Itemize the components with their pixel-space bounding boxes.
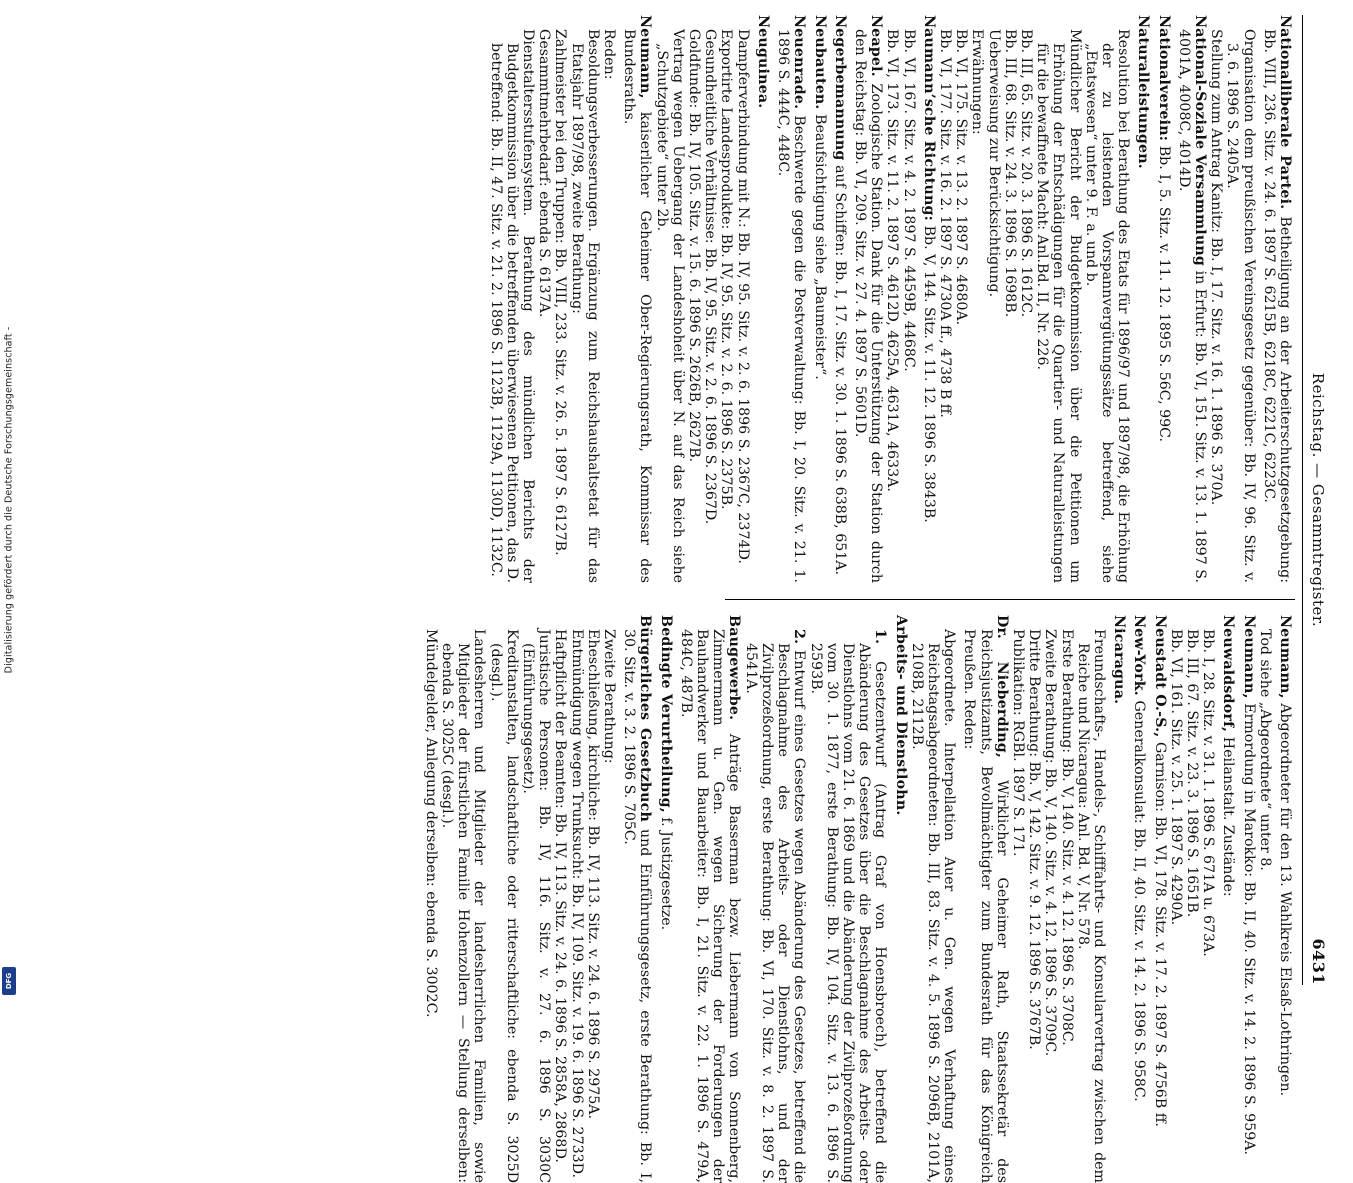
index-entry — [487, 615, 519, 1183]
entry-headword: Neuguinea. — [754, 15, 771, 109]
entry-text: Reden: — [601, 29, 618, 80]
entry-text: Goldfunde: Bb. IV, 105. Sitz. v. 15. 6. 1896 S. 2626B, 2627B. — [686, 29, 703, 463]
entry-headword: Neuwaldsdorf, — [1220, 615, 1237, 733]
page-number: 6431 — [1309, 938, 1328, 985]
entry-text: Organisation dem preußischen Vereinsgesetz gegenüber: Bb. IV, 96. Sitz. v. 3. 6. 1896 S. 2405A. — [1224, 29, 1257, 583]
index-entry — [961, 615, 1010, 1183]
index-entry — [1034, 15, 1083, 583]
index-entry — [735, 15, 751, 583]
entry-text: Bb. VI, 175. Sitz. v. 13. 2. 1897 S. 4680A. — [953, 29, 970, 326]
index-entry — [953, 15, 969, 583]
index-entry — [487, 15, 536, 583]
index-entry — [1010, 615, 1026, 1183]
index-entry — [743, 615, 808, 1183]
entry-text: Erwähnungen: — [969, 29, 986, 135]
index-entry — [1026, 615, 1042, 1183]
index-entry — [1058, 615, 1074, 1183]
index-entry — [1240, 615, 1256, 1183]
index-entry — [1151, 615, 1167, 1183]
entry-text: Zweite Berathung: Bb. V, 140. Sitz. v. 4. 12. 1896 S. 3709C. — [1042, 629, 1059, 1057]
entry-text: Resolution bei Berathung des Etats für 1896/97 und 1897/98, die Erhöhung der zu leistenden Vorspannvergütungssätze betreffend, siehe „Etatswesen“ unter 9. F. a. und b. — [1082, 29, 1132, 583]
index-entry — [1224, 15, 1256, 583]
entry-headword: New-York. — [1131, 615, 1148, 696]
entry-text: Stellung zum Antrag Kanitz: Bb. I, 17. Sitz. v. 16. 1. 1896 S. 370A. — [1208, 29, 1225, 506]
entry-headword: Nicaragua. — [1111, 615, 1128, 705]
entry-text: Bb. I, 28. Sitz. v. 31. 1. 1896 S. 671A u. 673A. — [1200, 629, 1217, 957]
entry-text: Vertrag wegen Uebergang der Landeshoheit über N. auf das Reich siehe „Schutzgebiete“ unter 2b. — [653, 29, 686, 583]
entry-text: Betheiligung an der Arbeiterschutzgesetzgebung: Bb. VIII, 236. Sitz. v. 24. 6. 1897 S. 6215B, 6218C, 6221C, 6223C. — [1260, 29, 1293, 583]
entry-text: Beschwerde gegen die Postverwaltung: Bb. I, 20. Sitz. v. 21. 1. 1896 S. 444C, 448C. — [775, 29, 808, 584]
entry-text: und Einführungsgesetz, erste Berathung: Bb. I, 30. Sitz. v. 3. 2. 1896 S. 705C. — [621, 629, 654, 1183]
index-entry — [892, 615, 908, 1183]
document-page — [45, 15, 1335, 1183]
index-entry — [621, 15, 653, 583]
index-entry — [1208, 15, 1224, 583]
entry-text: Bb. VI, 177. Sitz. v. 16. 2. 1897 S. 4730A ff., 4738 B ff. — [936, 29, 953, 418]
entry-text: Publikation: RGBl. 1897 S. 171. — [1009, 629, 1026, 857]
index-entry — [1277, 615, 1293, 1183]
index-entry — [601, 615, 617, 1183]
entry-headword: 1. — [872, 629, 889, 645]
index-entry — [653, 15, 685, 583]
index-entry — [1083, 15, 1132, 583]
index-entry — [852, 15, 884, 583]
entry-text: Abgeordnete. Interpellation Auer u. Gen. wegen Verhaftung eines Reichstagsabgeordneten: Bb. III, 83. Sitz. v. 4. 5. 1896 S. 2096B, 2101A, 2108B, 2112B. — [908, 629, 958, 1183]
index-entry — [900, 15, 916, 583]
entry-text: Heilanstalt. Zustände: — [1220, 736, 1237, 897]
entry-text: Freundschafts-, Handels-, Schifffahrts- und Konsularvertrag zwischen dem Reiche und Nicaragua: Anl. Bd. V, Nr. 578. — [1074, 629, 1107, 1183]
index-entry — [1042, 615, 1058, 1183]
entry-text: f. Justizgesetze. — [657, 817, 674, 931]
index-entry — [755, 15, 771, 583]
index-entry — [718, 15, 734, 583]
index-entry — [585, 615, 601, 1183]
index-entry — [937, 15, 953, 583]
index-entry — [552, 615, 568, 1183]
running-head-title: Reichstag. — Gesammtregister. — [1309, 372, 1327, 628]
index-entry — [1111, 615, 1127, 1183]
index-entry — [1131, 615, 1147, 1183]
entry-headword: Neapel. — [868, 15, 885, 77]
index-entry — [1075, 615, 1107, 1183]
index-entry — [832, 15, 848, 583]
index-entry — [621, 615, 653, 1183]
entry-headword: Nationalverein: — [1155, 15, 1172, 142]
index-entry — [985, 15, 1001, 583]
entry-text: Generalkonsulat: Bb. II, 40. Sitz. v. 14. 2. 1896 S. 958C. — [1131, 700, 1148, 1102]
entry-text: Juristische Personen: Bb. IV, 116. Sitz. v. 27. 6. 1896 S. 3030C (Einführungsgesetz). — [520, 629, 553, 1183]
index-entry — [909, 615, 958, 1183]
entry-text: Bb. III, 67. Sitz. v. 23. 3. 1896 S. 1651B. — [1183, 629, 1200, 918]
index-entry — [969, 15, 985, 583]
index-entry — [775, 15, 807, 583]
index-entry — [1184, 615, 1200, 1183]
entry-headword: Arbeits- und Dienstlohn. — [892, 615, 909, 816]
entry-text: Dienstaltersstufensystem. Berathung des mündlichen Berichts der Budgetkommission über die betreffenden überwiesenen Petitionen, das D. betreffend: Bb. II, 47. Sitz. v. 21. 2. 1896 S. 1123B, 1129A, 1130D, 1132C. — [487, 29, 537, 583]
entry-text: Entwurf eines Gesetzes wegen Abänderung des Gesetzes, betreffend die Beschlagnahme des Arbeits- oder Dienstlohns, und der Zivilprozeßordnung, erste Berathung: Bb. VI, 170. Sitz. v. 8. 2. 1897 S. 4541A. — [742, 643, 808, 1183]
entry-text: Zoologische Station. Dank für die Unterstützung der Station durch den Reichstag: Bb. VI, 209. Sitz. v. 27. 4. 1897 S. 5601D. — [851, 29, 885, 583]
index-entry — [1155, 15, 1171, 583]
entry-text: Mündelgelder, Anlegung derselben: ebenda S. 3002C. — [422, 629, 439, 1018]
index-entry — [686, 15, 702, 583]
entry-text: Entmündigung wegen Trunksucht: Bb. IV, 109. Sitz. v. 19. 6. 1896 S. 2733D. — [568, 629, 585, 1179]
index-entry — [678, 615, 743, 1183]
index-entry — [811, 15, 827, 583]
index-entry — [568, 615, 584, 1183]
entry-text: Bb. I, 5. Sitz. v. 11. 12. 1895 S. 56C, 99C. — [1155, 145, 1172, 443]
entry-text: kaiserlicher Geheimer Ober-Regierungsrath, Kommissar des Bundesraths. — [621, 29, 654, 583]
index-entry — [552, 15, 568, 583]
dfg-logo-text: DFG — [5, 972, 13, 990]
entry-text: Beaufsichtigung siehe „Baumeister“. — [811, 114, 828, 380]
right-column — [423, 615, 1293, 1183]
index-entry — [568, 15, 600, 583]
index-entry — [884, 15, 900, 583]
index-entry — [1176, 15, 1208, 583]
footer-strip — [0, 0, 18, 1000]
entry-headword: Naturalleistungen. — [1135, 15, 1152, 169]
entry-headword: Neuenrade. — [791, 15, 808, 110]
index-entry — [520, 615, 552, 1183]
entry-headword: 2. — [791, 629, 808, 645]
column-divider — [725, 599, 1295, 600]
entry-headword: Dr. Nieberding, — [993, 615, 1010, 759]
index-entry — [657, 615, 673, 1183]
entry-text: Mündlicher Bericht der Budgetkommission über die Petitionen um Erhöhung der Entschädigungen für die Quartier- und Naturalleistungen für die bewaffnete Macht: Anl.Bd. II, Nr. 226. — [1034, 29, 1083, 583]
page-viewport — [28, 0, 1353, 1183]
index-entry — [1220, 615, 1236, 1183]
dfg-logo-icon — [2, 967, 16, 995]
entry-text: auf Schiffen: Bb. I, 17. Sitz. v. 30. 1. 1896 S. 638B, 651A. — [831, 165, 848, 576]
left-column — [487, 15, 1293, 583]
entry-text: Gesundheitliche Verhältnisse: Bb. IV, 95. Sitz. v. 2. 6. 1896 S. 2367D. — [702, 29, 719, 525]
footer-credit: Digitalisierung gefördert durch die Deutsche Forschungsgemeinschaft - — [3, 326, 15, 674]
entry-text: Bb. VI, 161. Sitz. v. 25. 1. 1897 S. 4290A. — [1167, 629, 1184, 926]
entry-text: Besoldungsverbesserungen. Ergänzung zum Reichshaushaltsetat für das Etatsjahr 1897/98, zweite Berathung: — [568, 29, 601, 583]
entry-text: Abgeordneter für den 13. Wahlkreis Elsaß-Lothringen. — [1277, 703, 1293, 1097]
entry-headword: Negerbemannung — [831, 15, 848, 161]
running-head — [1309, 15, 1335, 985]
index-entry — [423, 615, 439, 1183]
entry-text: Wirklicher Geheimer Rath, Staatssekretär des Reichsjustizamts, Bevollmächtigter zum Bundesrath für das Königreich Preußen. Reden: — [961, 629, 1010, 1183]
index-entry — [1261, 15, 1293, 583]
entry-headword: Nationalliberale Partei. — [1277, 15, 1293, 210]
entry-text: Garnison: Bb. VI, 178. Sitz. v. 17. 2. 1897 S. 4756B ff. — [1151, 741, 1168, 1127]
index-entry — [1002, 15, 1018, 583]
entry-text: in Erfurt: Bb. VI, 151. Sitz. v. 13. 1. 1897 S. 4001A, 4008C, 4014D. — [1175, 29, 1208, 583]
entry-headword: Naumann’sche Richtung: — [920, 15, 937, 222]
entry-text: Kreditanstalten, landschaftliche oder ritterschaftliche: ebenda S. 3025D (desgl.). — [487, 629, 520, 1183]
entry-headword: Bedingte Verurtheilung, — [657, 615, 674, 813]
index-entry — [1168, 615, 1184, 1183]
entry-headword: Neustadt O.-S., — [1151, 615, 1168, 738]
index-entry — [1257, 615, 1273, 1183]
entry-text: Eheschließung, kirchliche: Bb. IV, 113. Sitz. v. 24. 6. 1896 S. 2975A. — [584, 629, 601, 1120]
entry-text: Bb. III, 68. Sitz. v. 24. 3. 1896 S. 1698B. — [1001, 29, 1018, 318]
entry-text: Gesetzentwurf (Antrag Graf von Hoensbroech), betreffend die Abänderung des Gesetzes über die Beschlagnahme des Arbeits- oder Dienstlohns vom 21. 6. 1869 und die Abänderung der Zivilprozeßordnung vom 30. 1. 1877, erste Berathung: Bb. IV, 104. Sitz. v. 13. 6. 1896 S. 2593B. — [807, 643, 889, 1183]
entry-text: Bb. V, 144. Sitz. v. 11. 12. 1896 S. 3843B. — [920, 225, 937, 523]
entry-text: Exportirte Landesprodukte: Bb. IV, 95. Sitz. v. 2. 6. 1896 S. 2375B. — [718, 29, 735, 510]
entry-text: Zweite Berathung: — [601, 629, 618, 764]
entry-headword: Neumann, — [1240, 615, 1257, 699]
index-entry — [921, 15, 937, 583]
index-entry — [1135, 15, 1151, 583]
entry-headword: Baugewerbe. — [726, 615, 743, 721]
entry-text: Zahlmeister bei den Truppen: Bb. VIII, 233. Sitz. v. 26. 5. 1897 S. 6127B. — [552, 29, 569, 556]
entry-text: Dampferverbindung mit N.: Bb. IV, 95. Sitz. v. 2. 6. 1896 S. 2367C, 2374D. — [734, 29, 751, 564]
header-rule — [1302, 15, 1303, 985]
entry-headword: National-Soziale Versammlung — [1191, 15, 1208, 267]
entry-text: Dritte Berathung: Bb. V, 142. Sitz. v. 9. 12. 1896 S. 3767B. — [1026, 629, 1043, 1050]
entry-text: Erste Berathung: Bb. V, 140. Sitz. v. 4. 12. 1896 S. 3708C. — [1058, 629, 1075, 1046]
entry-headword: Bürgerliches Gesetzbuch — [637, 615, 654, 822]
index-entry — [702, 15, 718, 583]
entry-headword: Neubauten. — [811, 15, 828, 110]
index-entry — [1018, 15, 1034, 583]
index-entry — [807, 615, 888, 1183]
entry-text: Landesherren und Mitglieder der landesherrlichen Familien, sowie Mitglieder der fürstlichen Familie Hohenzollern — Stellung derselben: ebenda S. 3025C (desgl.). — [439, 629, 488, 1183]
dfg-logo — [1, 966, 17, 996]
entry-text: Bb. VI, 167. Sitz. v. 4. 2. 1897 S. 4459B, 4468C. — [900, 29, 917, 372]
entry-text: Bb. VI, 173. Sitz. v. 11. 2. 1897 S. 4612D, 4625A, 4631A, 4633A. — [884, 29, 901, 492]
index-entry — [439, 615, 488, 1183]
index-entry — [536, 15, 552, 583]
entry-text: Haftpflicht der Beamten: Bb. IV, 113. Sitz. v. 24. 6. 1896 S. 2858A, 2868D. — [552, 629, 569, 1163]
entry-text: Ueberweisung zur Berücksichtigung. — [985, 29, 1002, 298]
index-entry — [601, 15, 617, 583]
entry-text: Gesammtmehrbedarf: ebenda S. 6137A. — [536, 29, 553, 318]
entry-text: Bb. III, 65. Sitz. v. 20. 3. 1896 S. 1612C. — [1017, 29, 1034, 318]
entry-headword: Neumann, — [637, 15, 654, 99]
entry-text: Tod siehe „Abgeordnete“ unter 8. — [1256, 629, 1273, 871]
index-entry — [1200, 615, 1216, 1183]
entry-text: Anträge Basserman bezw. Liebermann von Sonnenberg, Zimmermann u. Gen. wegen Sicherung der Forderungen der Bauhandwerker und Bauarbeiter: Bb. I, 21. Sitz. v. 22. 1. 1896 S. 479A, 484C, 487B. — [677, 629, 743, 1183]
entry-text: Ermordung in Marokko: Bb. II, 40. Sitz. v. 14. 2. 1896 S. 959A. — [1240, 703, 1257, 1156]
entry-headword: Neumann, — [1277, 615, 1293, 699]
